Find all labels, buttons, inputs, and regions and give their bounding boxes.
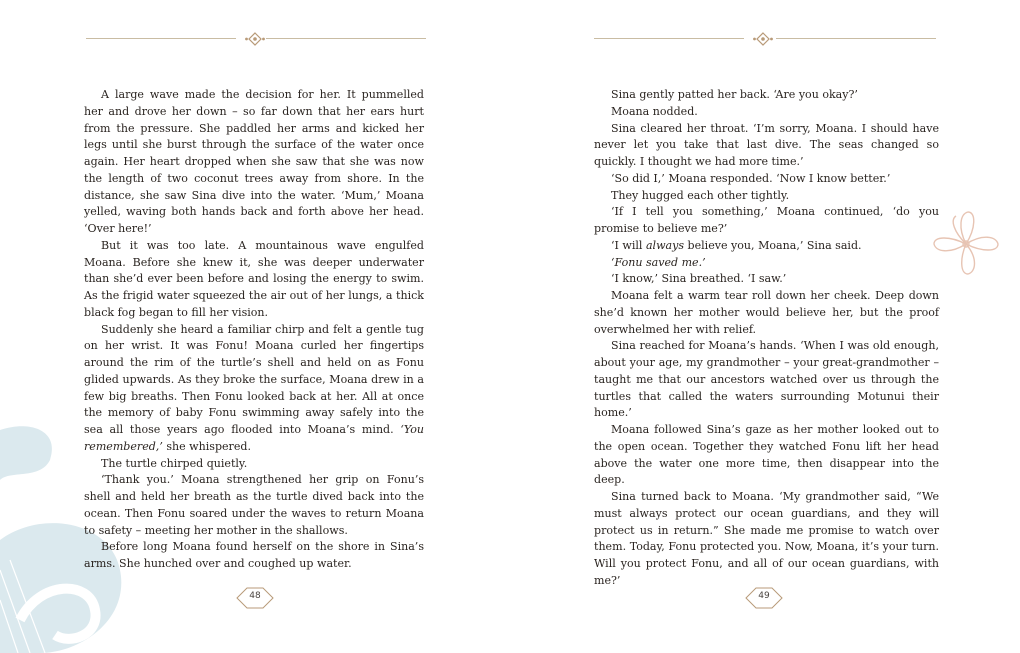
diamond-ornament-icon — [244, 32, 266, 46]
paragraph — [594, 238, 939, 255]
diamond-ornament-icon — [752, 32, 774, 46]
paragraph-text: ‘I will — [611, 238, 646, 252]
paragraph: Sina gently patted her back. ‘Are you okay?’ — [611, 88, 858, 101]
left-body-text — [84, 87, 424, 573]
paragraph-text: Suddenly she heard a familiar chirp and felt a gentle tug on her wrist. It was Fonu! Moana curled her fingertips around the rim of the turtle’s shell and held on as Fonu glided upwards. As they broke the surface, Moana drew in a few big breaths. Then Fonu looked back at her. All at once the memory of baby Fonu swimming away safely into the sea all those years ago flooded into Moana’s mind. — [84, 322, 424, 436]
italic-word: always — [645, 238, 685, 252]
top-ornament — [594, 34, 936, 44]
page-number-badge — [235, 586, 275, 610]
paragraph: ‘So did I,’ Moana responded. ‘Now I know better.’ — [611, 171, 891, 185]
right-page — [510, 0, 1020, 653]
page-number: 48 — [249, 591, 261, 601]
italic-quote: ‘You remembered,’ — [84, 423, 424, 453]
paragraph: Sina cleared her throat. ‘I’m sorry, Moana. I should have never let you take that last dive. The seas changed so quickly. I thought we had more time.’ — [594, 121, 939, 168]
ornament-rule-right — [776, 38, 936, 39]
italic-quote: ‘Fonu saved me.’ — [611, 255, 706, 269]
page-number: 49 — [758, 591, 770, 601]
ornament-rule-right — [266, 38, 426, 39]
paragraph — [594, 255, 939, 272]
paragraph: ‘If I tell you something,’ Moana continued, ‘do you promise to believe me?’ — [594, 205, 939, 235]
paragraph: Sina turned back to Moana. ‘My grandmother said, “We must always protect our ocean guardians, and they will protect us in return.” She made me promise to watch over them. Today, Fonu protected you. Now, Moana, it’s your turn. Will you protect Fonu, and all of our ocean guardians, with me?’ — [594, 490, 939, 587]
paragraph-text: believe you, Moana,’ Sina said. — [684, 238, 862, 252]
paragraph — [84, 322, 424, 456]
paragraph: Moana nodded. — [611, 104, 698, 118]
page-number-badge — [744, 586, 784, 610]
paragraph: Before long Moana found herself on the shore in Sina’s arms. She hunched over and coughed up water. — [84, 540, 424, 570]
paragraph: Moana felt a warm tear roll down her cheek. Deep down she’d known her mother would believe her, but the proof overwhelmed her with relief. — [594, 289, 939, 336]
paragraph: They hugged each other tightly. — [611, 188, 790, 202]
paragraph: But it was too late. A mountainous wave engulfed Moana. Before she knew it, she was deeper underwater than she’d ever been before and losing the energy to swim. As the frigid water squeezed the air out of her lungs, a thick black fog began to fill her vision. — [84, 238, 424, 319]
paragraph: ‘Thank you.’ Moana strengthened her grip on Fonu’s shell and held her breath as the turtle dived back into the ocean. Then Fonu soared under the waves to return Moana to safety – meeting her mother in the shallows. — [84, 473, 424, 537]
paragraph: Moana followed Sina’s gaze as her mother looked out to the open ocean. Together they watched Fonu lift her head above the water one more time, then disappear into the deep. — [594, 423, 939, 487]
ornament-rule-left — [594, 38, 744, 39]
ornament-rule-left — [86, 38, 236, 39]
paragraph-text: she whispered. — [162, 439, 251, 453]
right-body-text — [594, 87, 939, 590]
paragraph: Sina reached for Moana’s hands. ‘When I was old enough, about your age, my grandmother – your great-grandmother – taught me that our ancestors watched over us through the turtles that called the waters surrounding Motunui their home.’ — [594, 339, 939, 420]
hibiscus-flower-icon — [930, 208, 1002, 280]
paragraph: ‘I know,’ Sina breathed. ‘I saw.’ — [611, 272, 787, 286]
paragraph: A large wave made the decision for her. It pummelled her and drove her down – so far down that her ears hurt from the pressure. She paddled her arms and kicked her legs until she burst through the surface of the water once again. Her heart dropped when she saw that she was now the length of two coconut trees away from shore. In the distance, she saw Sina dive into the water. ‘Mum,’ Moana yelled, waving both hands back and forth above her head. ‘Over here!’ — [84, 88, 424, 235]
top-ornament — [86, 34, 426, 44]
paragraph: The turtle chirped quietly. — [101, 456, 248, 470]
